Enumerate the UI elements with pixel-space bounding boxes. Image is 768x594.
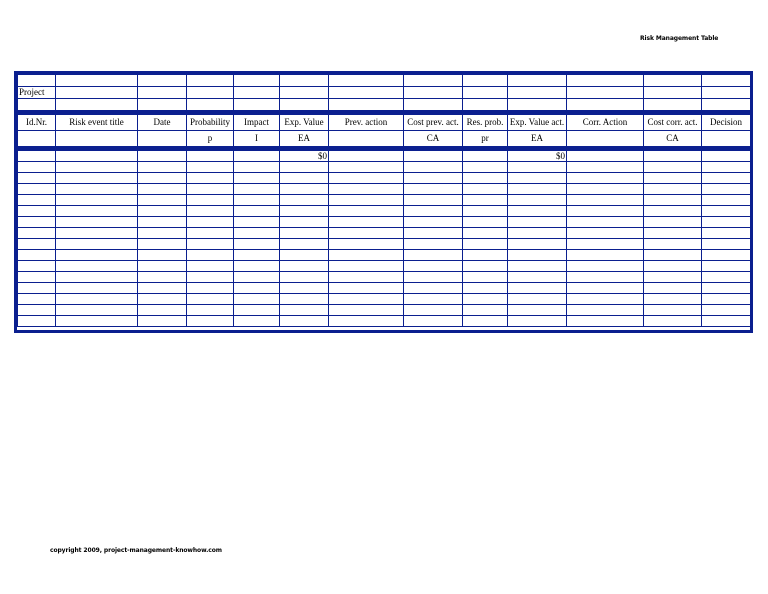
table-cell[interactable] [280,195,329,206]
symbol-p: p [187,131,234,147]
table-cell[interactable] [18,228,56,239]
header-id: Id.Nr. [18,115,56,131]
table-cell[interactable] [404,305,463,316]
symbol-cell [138,131,187,147]
table-cell[interactable] [18,162,56,173]
table-cell[interactable] [18,239,56,250]
table-cell[interactable] [644,162,702,173]
table-cell[interactable] [644,272,702,283]
table-cell[interactable] [18,206,56,217]
table-cell[interactable] [404,195,463,206]
table-cell[interactable] [702,75,751,87]
table-cell[interactable] [329,250,404,261]
table-cell[interactable] [138,75,187,87]
symbol-row [18,131,751,147]
table-cell[interactable] [404,162,463,173]
table-cell[interactable] [329,217,404,228]
table-cell[interactable] [702,294,751,305]
table-cell[interactable] [329,283,404,294]
table-cell[interactable] [463,228,508,239]
table-cell[interactable] [702,283,751,294]
table-cell[interactable] [280,75,329,87]
table-cell[interactable] [18,151,56,162]
table-cell[interactable] [508,184,567,195]
table-cell[interactable] [644,151,702,162]
table-cell[interactable] [702,250,751,261]
symbol-cell [702,131,751,147]
table-cell[interactable] [329,173,404,184]
table-cell[interactable] [234,151,280,162]
table-cell[interactable] [463,206,508,217]
table-cell[interactable] [138,151,187,162]
table-cell[interactable] [463,87,508,99]
table-cell[interactable] [56,239,138,250]
table-cell[interactable] [404,217,463,228]
table-cell[interactable] [18,305,56,316]
symbol-ea-act: EA [508,131,567,147]
table-cell[interactable] [463,294,508,305]
table-cell[interactable] [18,316,56,327]
table-cell[interactable] [702,173,751,184]
table-cell[interactable] [404,206,463,217]
table-cell[interactable] [567,228,644,239]
table-cell[interactable] [329,195,404,206]
table-cell[interactable] [702,239,751,250]
table-cell[interactable] [404,239,463,250]
header-cost-prev-act: Cost prev. act. [404,115,463,131]
table-cell[interactable] [187,294,234,305]
table-cell[interactable] [138,239,187,250]
table-cell[interactable] [234,250,280,261]
table-cell[interactable] [280,99,329,111]
table-cell[interactable] [329,294,404,305]
table-cell[interactable] [404,283,463,294]
table-cell[interactable] [18,173,56,184]
table-cell[interactable] [644,195,702,206]
header-res-prob: Res. prob. [463,115,508,131]
table-cell[interactable] [280,305,329,316]
table-cell[interactable] [644,75,702,87]
table-row [18,206,751,217]
table-row [18,217,751,228]
table-row [18,283,751,294]
symbol-i: I [234,131,280,147]
table-cell[interactable] [329,206,404,217]
table-cell[interactable] [463,272,508,283]
symbol-ea: EA [280,131,329,147]
table-cell[interactable] [56,195,138,206]
table-cell[interactable] [280,250,329,261]
table-cell[interactable] [644,305,702,316]
table-cell[interactable] [508,217,567,228]
table-cell[interactable] [18,217,56,228]
table-cell[interactable] [508,206,567,217]
table-row [18,294,751,305]
table-cell[interactable] [187,99,234,111]
table-cell[interactable] [329,239,404,250]
table-cell[interactable] [508,283,567,294]
table-cell[interactable] [644,261,702,272]
table-cell[interactable] [138,272,187,283]
symbol-cell [56,131,138,147]
table-cell[interactable] [702,195,751,206]
table-cell[interactable] [138,99,187,111]
table-cell[interactable] [702,228,751,239]
table-row [18,316,751,327]
table-row [18,272,751,283]
table-cell[interactable] [56,75,138,87]
table-cell[interactable] [404,294,463,305]
table-cell[interactable] [138,162,187,173]
table-cell[interactable] [329,99,404,111]
table-cell[interactable] [404,87,463,99]
table-cell[interactable] [56,173,138,184]
table-cell[interactable] [56,294,138,305]
table-cell[interactable] [329,184,404,195]
table-cell[interactable] [138,228,187,239]
table-cell[interactable] [187,151,234,162]
table-cell[interactable] [56,272,138,283]
header-corr-action: Corr. Action [567,115,644,131]
table-cell[interactable] [508,75,567,87]
table-cell[interactable] [280,162,329,173]
table-cell[interactable] [702,151,751,162]
table-cell[interactable] [234,294,280,305]
table-cell[interactable] [567,316,644,327]
table-cell[interactable] [463,316,508,327]
table-cell[interactable] [567,250,644,261]
table-row [18,173,751,184]
table-cell[interactable] [234,206,280,217]
table-cell[interactable] [187,173,234,184]
table-cell[interactable] [280,283,329,294]
table-cell[interactable] [56,151,138,162]
table-cell[interactable] [56,162,138,173]
table-cell[interactable] [187,206,234,217]
table-cell[interactable] [187,195,234,206]
table-cell[interactable] [702,261,751,272]
table-cell[interactable] [567,294,644,305]
table-cell[interactable] [463,162,508,173]
risk-management-table [17,75,751,327]
table-row [18,228,751,239]
table-cell[interactable] [329,305,404,316]
table-cell[interactable] [187,75,234,87]
table-cell[interactable] [508,239,567,250]
table-cell[interactable] [508,250,567,261]
table-cell[interactable] [56,217,138,228]
table-cell[interactable] [644,316,702,327]
table-cell[interactable] [702,305,751,316]
table-cell[interactable] [463,239,508,250]
table-cell[interactable] [187,316,234,327]
table-cell[interactable] [508,195,567,206]
table-cell[interactable] [18,195,56,206]
table-cell[interactable] [329,162,404,173]
table-cell[interactable] [138,316,187,327]
table-row [18,162,751,173]
table-row [18,184,751,195]
table-cell[interactable] [702,162,751,173]
table-cell[interactable] [508,261,567,272]
table-cell[interactable] [187,217,234,228]
table-cell[interactable] [567,99,644,111]
table-cell[interactable] [567,305,644,316]
table-cell[interactable] [329,151,404,162]
table-cell[interactable] [187,305,234,316]
table-cell[interactable] [404,316,463,327]
table-cell[interactable] [508,173,567,184]
table-cell[interactable] [280,184,329,195]
table-cell[interactable] [508,316,567,327]
exp-value-cell[interactable]: $0 [280,151,329,162]
table-cell[interactable] [138,184,187,195]
table-cell[interactable] [138,195,187,206]
table-row [18,195,751,206]
copyright-footer: copyright 2009, project-management-knowhow.com [50,547,222,554]
table-cell[interactable] [404,272,463,283]
table-cell[interactable] [329,228,404,239]
table-cell[interactable] [56,184,138,195]
table-row [18,305,751,316]
table-cell[interactable] [508,228,567,239]
table-cell[interactable] [234,228,280,239]
table-cell[interactable] [644,87,702,99]
table-cell[interactable] [404,250,463,261]
table-cell[interactable] [644,239,702,250]
table-cell[interactable] [702,316,751,327]
symbol-cell [567,131,644,147]
table-cell[interactable] [702,99,751,111]
table-cell[interactable] [463,195,508,206]
table-cell[interactable] [644,184,702,195]
table-cell[interactable] [56,228,138,239]
table-cell[interactable] [56,261,138,272]
table-cell[interactable] [508,305,567,316]
table-cell[interactable] [702,184,751,195]
project-label: Project [18,87,56,99]
table-cell[interactable] [187,261,234,272]
table-row [18,75,751,87]
table-cell[interactable] [234,75,280,87]
table-cell[interactable] [18,250,56,261]
table-row [18,261,751,272]
table-cell[interactable] [567,217,644,228]
table-cell[interactable] [56,283,138,294]
table-cell[interactable] [280,294,329,305]
table-cell[interactable] [138,217,187,228]
table-row [18,151,751,162]
table-cell[interactable] [567,272,644,283]
table-cell[interactable] [234,184,280,195]
table-cell[interactable] [567,206,644,217]
table-cell[interactable] [234,99,280,111]
table-cell[interactable] [187,184,234,195]
table-cell[interactable] [280,173,329,184]
table-cell[interactable] [404,173,463,184]
table-cell[interactable] [18,283,56,294]
table-cell[interactable] [644,99,702,111]
table-cell[interactable] [508,272,567,283]
table-cell[interactable] [138,250,187,261]
table-cell[interactable] [644,283,702,294]
table-cell[interactable] [329,316,404,327]
table-cell[interactable] [138,305,187,316]
table-row [18,239,751,250]
table-cell[interactable] [187,250,234,261]
table-row [18,250,751,261]
table-cell[interactable] [280,87,329,99]
table-cell[interactable] [567,239,644,250]
table-cell[interactable] [463,283,508,294]
table-cell[interactable] [644,228,702,239]
table-cell[interactable] [138,261,187,272]
header-decision: Decision [702,115,751,131]
table-cell[interactable] [56,206,138,217]
table-cell[interactable] [702,217,751,228]
table-cell[interactable] [463,217,508,228]
table-cell[interactable] [463,261,508,272]
table-cell[interactable] [463,250,508,261]
table-cell[interactable] [644,294,702,305]
table-cell[interactable] [187,272,234,283]
table-cell[interactable] [404,151,463,162]
table-cell[interactable] [329,75,404,87]
table-cell[interactable] [463,99,508,111]
table-cell[interactable] [404,261,463,272]
table-cell[interactable] [567,87,644,99]
table-cell[interactable] [702,206,751,217]
table-cell[interactable] [56,87,138,99]
table-cell[interactable] [18,184,56,195]
table-cell[interactable] [329,87,404,99]
table-cell[interactable] [280,316,329,327]
table-cell[interactable] [187,283,234,294]
table-cell[interactable] [280,206,329,217]
table-cell[interactable] [234,316,280,327]
project-row [18,87,751,99]
table-cell[interactable] [567,75,644,87]
table-cell[interactable] [18,294,56,305]
table-cell[interactable] [234,217,280,228]
table-cell[interactable] [508,294,567,305]
table-cell[interactable] [18,75,56,87]
table-cell[interactable] [138,173,187,184]
table-cell[interactable] [567,162,644,173]
table-cell[interactable] [329,261,404,272]
table-cell[interactable] [234,195,280,206]
table-cell[interactable] [567,283,644,294]
table-cell[interactable] [234,272,280,283]
table-cell[interactable] [508,162,567,173]
header-impact: Impact [234,115,280,131]
table-cell[interactable] [187,228,234,239]
header-date: Date [138,115,187,131]
table-cell[interactable] [280,217,329,228]
table-cell[interactable] [404,75,463,87]
symbol-cell [329,131,404,147]
table-cell[interactable] [18,99,56,111]
table-cell[interactable] [18,272,56,283]
header-row [18,115,751,131]
table-cell[interactable] [404,228,463,239]
table-cell[interactable] [280,272,329,283]
table-cell[interactable] [234,305,280,316]
table-cell[interactable] [644,217,702,228]
table-cell[interactable] [56,305,138,316]
table-cell[interactable] [329,272,404,283]
table-cell[interactable] [280,239,329,250]
table-cell[interactable] [567,173,644,184]
header-exp-value-act: Exp. Value act. [508,115,567,131]
table-cell[interactable] [567,184,644,195]
table-cell[interactable] [644,173,702,184]
header-exp-value: Exp. Value [280,115,329,131]
header-prev-action: Prev. action [329,115,404,131]
table-cell[interactable] [567,195,644,206]
table-cell[interactable] [404,184,463,195]
table-cell[interactable] [644,206,702,217]
table-cell[interactable] [56,250,138,261]
table-cell[interactable] [567,261,644,272]
table-cell[interactable] [234,162,280,173]
symbol-pr: pr [463,131,508,147]
table-cell[interactable] [463,305,508,316]
symbol-cell [18,131,56,147]
table-cell[interactable] [234,239,280,250]
table-cell[interactable] [567,151,644,162]
table-cell[interactable] [463,151,508,162]
table-cell[interactable] [508,87,567,99]
table-cell[interactable] [644,250,702,261]
table-cell[interactable] [234,283,280,294]
table-cell[interactable] [234,261,280,272]
table-cell[interactable] [234,87,280,99]
table-cell[interactable] [18,261,56,272]
header-probability: Probability [187,115,234,131]
table-cell[interactable] [234,173,280,184]
table-cell[interactable] [187,239,234,250]
risk-table-frame [14,71,753,333]
table-cell[interactable] [187,162,234,173]
exp-value-act-cell[interactable]: $0 [508,151,567,162]
table-cell[interactable] [56,99,138,111]
header-cost-corr-act: Cost corr. act. [644,115,702,131]
table-cell[interactable] [463,75,508,87]
table-cell[interactable] [138,294,187,305]
table-cell[interactable] [702,87,751,99]
table-cell[interactable] [56,316,138,327]
symbol-ca: CA [404,131,463,147]
table-cell[interactable] [187,87,234,99]
table-cell[interactable] [404,99,463,111]
symbol-ca-corr: CA [644,131,702,147]
table-cell[interactable] [463,184,508,195]
document-title: Risk Management Table [640,35,719,42]
table-row [18,99,751,111]
table-cell[interactable] [280,261,329,272]
table-cell[interactable] [138,206,187,217]
table-cell[interactable] [702,272,751,283]
table-cell[interactable] [463,173,508,184]
table-cell[interactable] [280,228,329,239]
header-risk-event-title: Risk event title [56,115,138,131]
table-cell[interactable] [138,87,187,99]
table-cell[interactable] [508,99,567,111]
table-cell[interactable] [138,283,187,294]
